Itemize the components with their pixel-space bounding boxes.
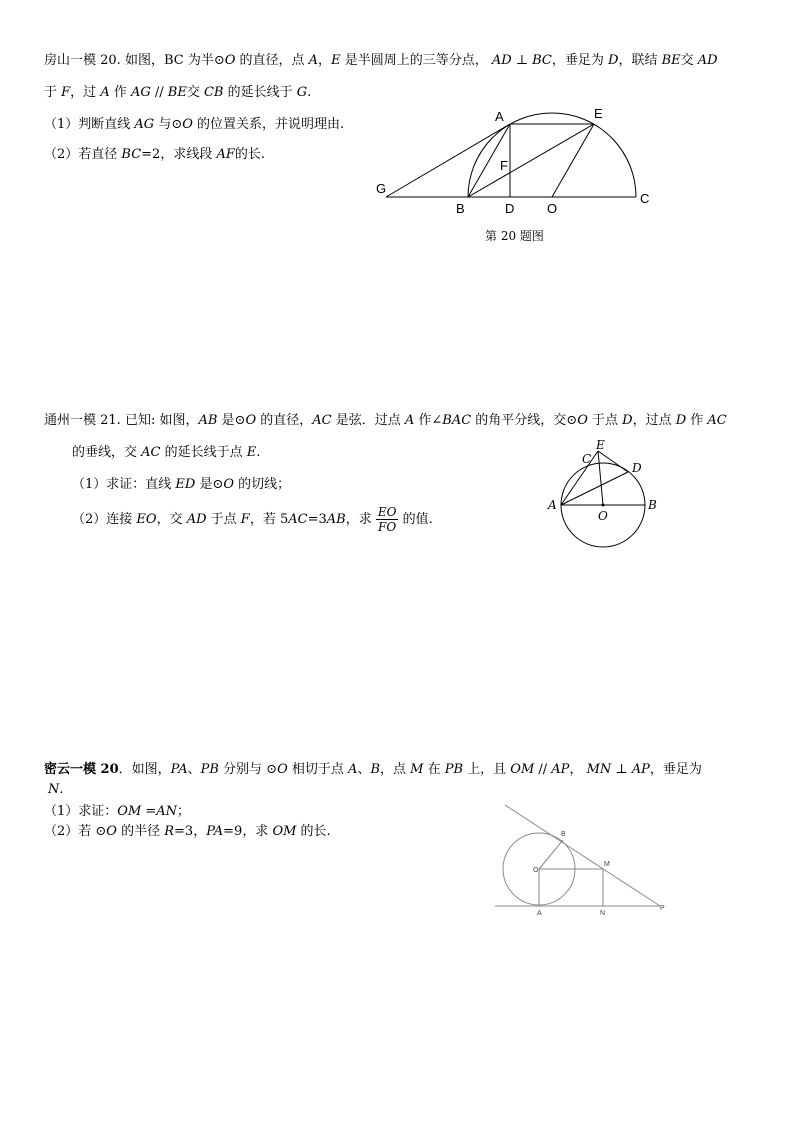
- text: 的直径，点: [235, 53, 309, 68]
- text: PA: [206, 824, 224, 839]
- p2-label-d: D: [632, 461, 642, 475]
- text: 分别与 ⊙: [218, 762, 278, 777]
- text: ，垂足为: [551, 53, 609, 68]
- text: AG: [130, 85, 151, 100]
- text: 通州一模 21. 已知: 如图，: [44, 413, 199, 428]
- text: ．如图，: [118, 762, 171, 777]
- text: 、: [357, 762, 371, 777]
- text: ；: [177, 804, 191, 819]
- p3-line-ob: [539, 840, 563, 869]
- text: 于: [44, 85, 62, 100]
- text: A: [308, 53, 319, 68]
- text: PB: [200, 762, 219, 777]
- text: F: [61, 85, 71, 100]
- text: ，点: [380, 762, 411, 777]
- text: A: [404, 413, 415, 428]
- text: 房山一模 20. 如图，BC 为半⊙: [44, 53, 225, 68]
- p1-label-c: C: [640, 191, 650, 206]
- p2-label-e: E: [596, 438, 605, 452]
- p2-label-c: C: [582, 452, 592, 466]
- p3-line-pb: [505, 805, 660, 906]
- text: 的直径，: [256, 413, 313, 428]
- text: D: [608, 53, 619, 68]
- text: 是半圆周上的三等分点，: [340, 53, 492, 68]
- text: O: [106, 824, 117, 839]
- text: =3，: [174, 824, 207, 839]
- text: 的值.: [398, 512, 433, 527]
- text: .: [59, 782, 64, 797]
- text: 密云一模 20: [44, 762, 119, 777]
- text: ，: [318, 53, 332, 68]
- text: AP: [551, 762, 570, 777]
- p1-label-e: E: [594, 106, 603, 121]
- text: BAC: [442, 413, 472, 428]
- text: O: [277, 762, 288, 777]
- p1-label-a: A: [495, 109, 504, 124]
- text: ED: [175, 477, 196, 492]
- text: AG: [134, 117, 155, 132]
- text: ，若 5: [249, 512, 289, 527]
- text: 与⊙: [154, 117, 183, 132]
- text: O: [224, 53, 236, 68]
- text: 的切线；: [234, 477, 291, 492]
- text: .: [256, 445, 261, 460]
- text: PB: [444, 762, 464, 777]
- text: 的延长线于点: [160, 445, 247, 460]
- text: ，交: [156, 512, 187, 527]
- p3-label-a: A: [537, 910, 542, 917]
- text: AD: [697, 53, 718, 68]
- text: F: [240, 512, 250, 527]
- text: 作: [686, 413, 708, 428]
- text: A: [100, 85, 110, 100]
- text: BC: [121, 147, 142, 162]
- fraction-denominator: FO: [378, 520, 397, 534]
- text: AD: [186, 512, 207, 527]
- text: A: [348, 762, 358, 777]
- text: 交: [680, 53, 698, 68]
- text: CB: [203, 85, 224, 100]
- p1-label-f: F: [500, 158, 508, 173]
- text: （1）求证：直线: [72, 477, 176, 492]
- text: （2）连接: [72, 512, 137, 527]
- p3-label-n: N: [600, 910, 606, 917]
- text: G: [296, 85, 308, 100]
- text: 在: [423, 762, 445, 777]
- text: D: [622, 413, 633, 428]
- text: 的延长线于: [223, 85, 297, 100]
- text: AF: [216, 147, 235, 162]
- p3-label-p: P: [660, 905, 665, 912]
- text: AD: [491, 53, 512, 68]
- text: ⊥: [611, 762, 632, 777]
- text: O: [577, 413, 588, 428]
- p2-label-b: B: [648, 498, 657, 512]
- text: 的长.: [234, 147, 266, 162]
- p1-figure-caption: 第 20 题图: [485, 229, 544, 243]
- text: 的半径: [116, 824, 165, 839]
- p1-label-b: B: [456, 201, 465, 216]
- text: 于点: [587, 413, 623, 428]
- text: =9，求: [223, 824, 273, 839]
- text: OM: [272, 824, 297, 839]
- text: .: [307, 85, 312, 100]
- text: 的位置关系，并说明理由.: [192, 117, 345, 132]
- text: ，求: [345, 512, 376, 527]
- text: 的垂线，交: [72, 445, 142, 460]
- text: 是⊙: [195, 477, 224, 492]
- p2-label-o: O: [598, 509, 608, 523]
- text: =2，求线段: [141, 147, 217, 162]
- text: 的长.: [296, 824, 331, 839]
- text: 是⊙: [217, 413, 246, 428]
- text: （1）判断直线: [44, 117, 135, 132]
- p1-label-d: D: [505, 201, 515, 216]
- text: ，垂足为: [649, 762, 702, 777]
- text: AN: [156, 804, 178, 819]
- text: O: [182, 117, 193, 132]
- text: 上，且: [463, 762, 511, 777]
- text: O: [245, 413, 257, 428]
- text: ⊥: [511, 53, 533, 68]
- text: 交: [186, 85, 204, 100]
- p1-label-g: G: [376, 181, 387, 196]
- text: AC: [141, 445, 161, 460]
- text: AC: [707, 413, 727, 428]
- text: AB: [198, 413, 218, 428]
- fraction-numerator: EO: [377, 505, 397, 519]
- text: BE: [661, 53, 681, 68]
- p3-label-b: B: [561, 831, 566, 838]
- text: //: [150, 85, 168, 100]
- text: 作∠: [414, 413, 443, 428]
- text: BC: [532, 53, 552, 68]
- p1-label-o: O: [547, 201, 558, 216]
- text: //: [534, 762, 552, 777]
- text: ，: [569, 762, 587, 777]
- text: R: [164, 824, 175, 839]
- text: AC: [288, 512, 308, 527]
- text: AB: [326, 512, 346, 527]
- text: N: [48, 782, 60, 797]
- text: AP: [631, 762, 650, 777]
- p2-label-a: A: [548, 498, 557, 512]
- text: 、: [187, 762, 201, 777]
- text: （2）若直径: [44, 147, 122, 162]
- text: MN: [586, 762, 612, 777]
- text: D: [675, 413, 687, 428]
- text: =3: [307, 512, 327, 527]
- text: ，过: [70, 85, 101, 100]
- p3-label-o: O: [533, 867, 539, 874]
- text: 于点: [206, 512, 241, 527]
- text: ，联结: [618, 53, 662, 68]
- text: （2）若 ⊙: [44, 824, 107, 839]
- text: B: [370, 762, 380, 777]
- text: =: [141, 804, 157, 819]
- text: 的角平分线，交⊙: [471, 413, 578, 428]
- text: 是弦．过点: [331, 413, 405, 428]
- text: OM: [510, 762, 535, 777]
- text: 作: [109, 85, 131, 100]
- text: （1）求证：: [44, 804, 118, 819]
- text: 相切于点: [287, 762, 349, 777]
- text: EO: [136, 512, 157, 527]
- text: BE: [167, 85, 187, 100]
- p3-label-m: M: [604, 861, 610, 868]
- text: OM: [117, 804, 142, 819]
- text: M: [410, 762, 424, 777]
- text: E: [331, 53, 341, 68]
- text: PA: [170, 762, 188, 777]
- text: ，过点: [632, 413, 676, 428]
- text: AC: [312, 413, 332, 428]
- text: E: [246, 445, 257, 460]
- text: O: [223, 477, 235, 492]
